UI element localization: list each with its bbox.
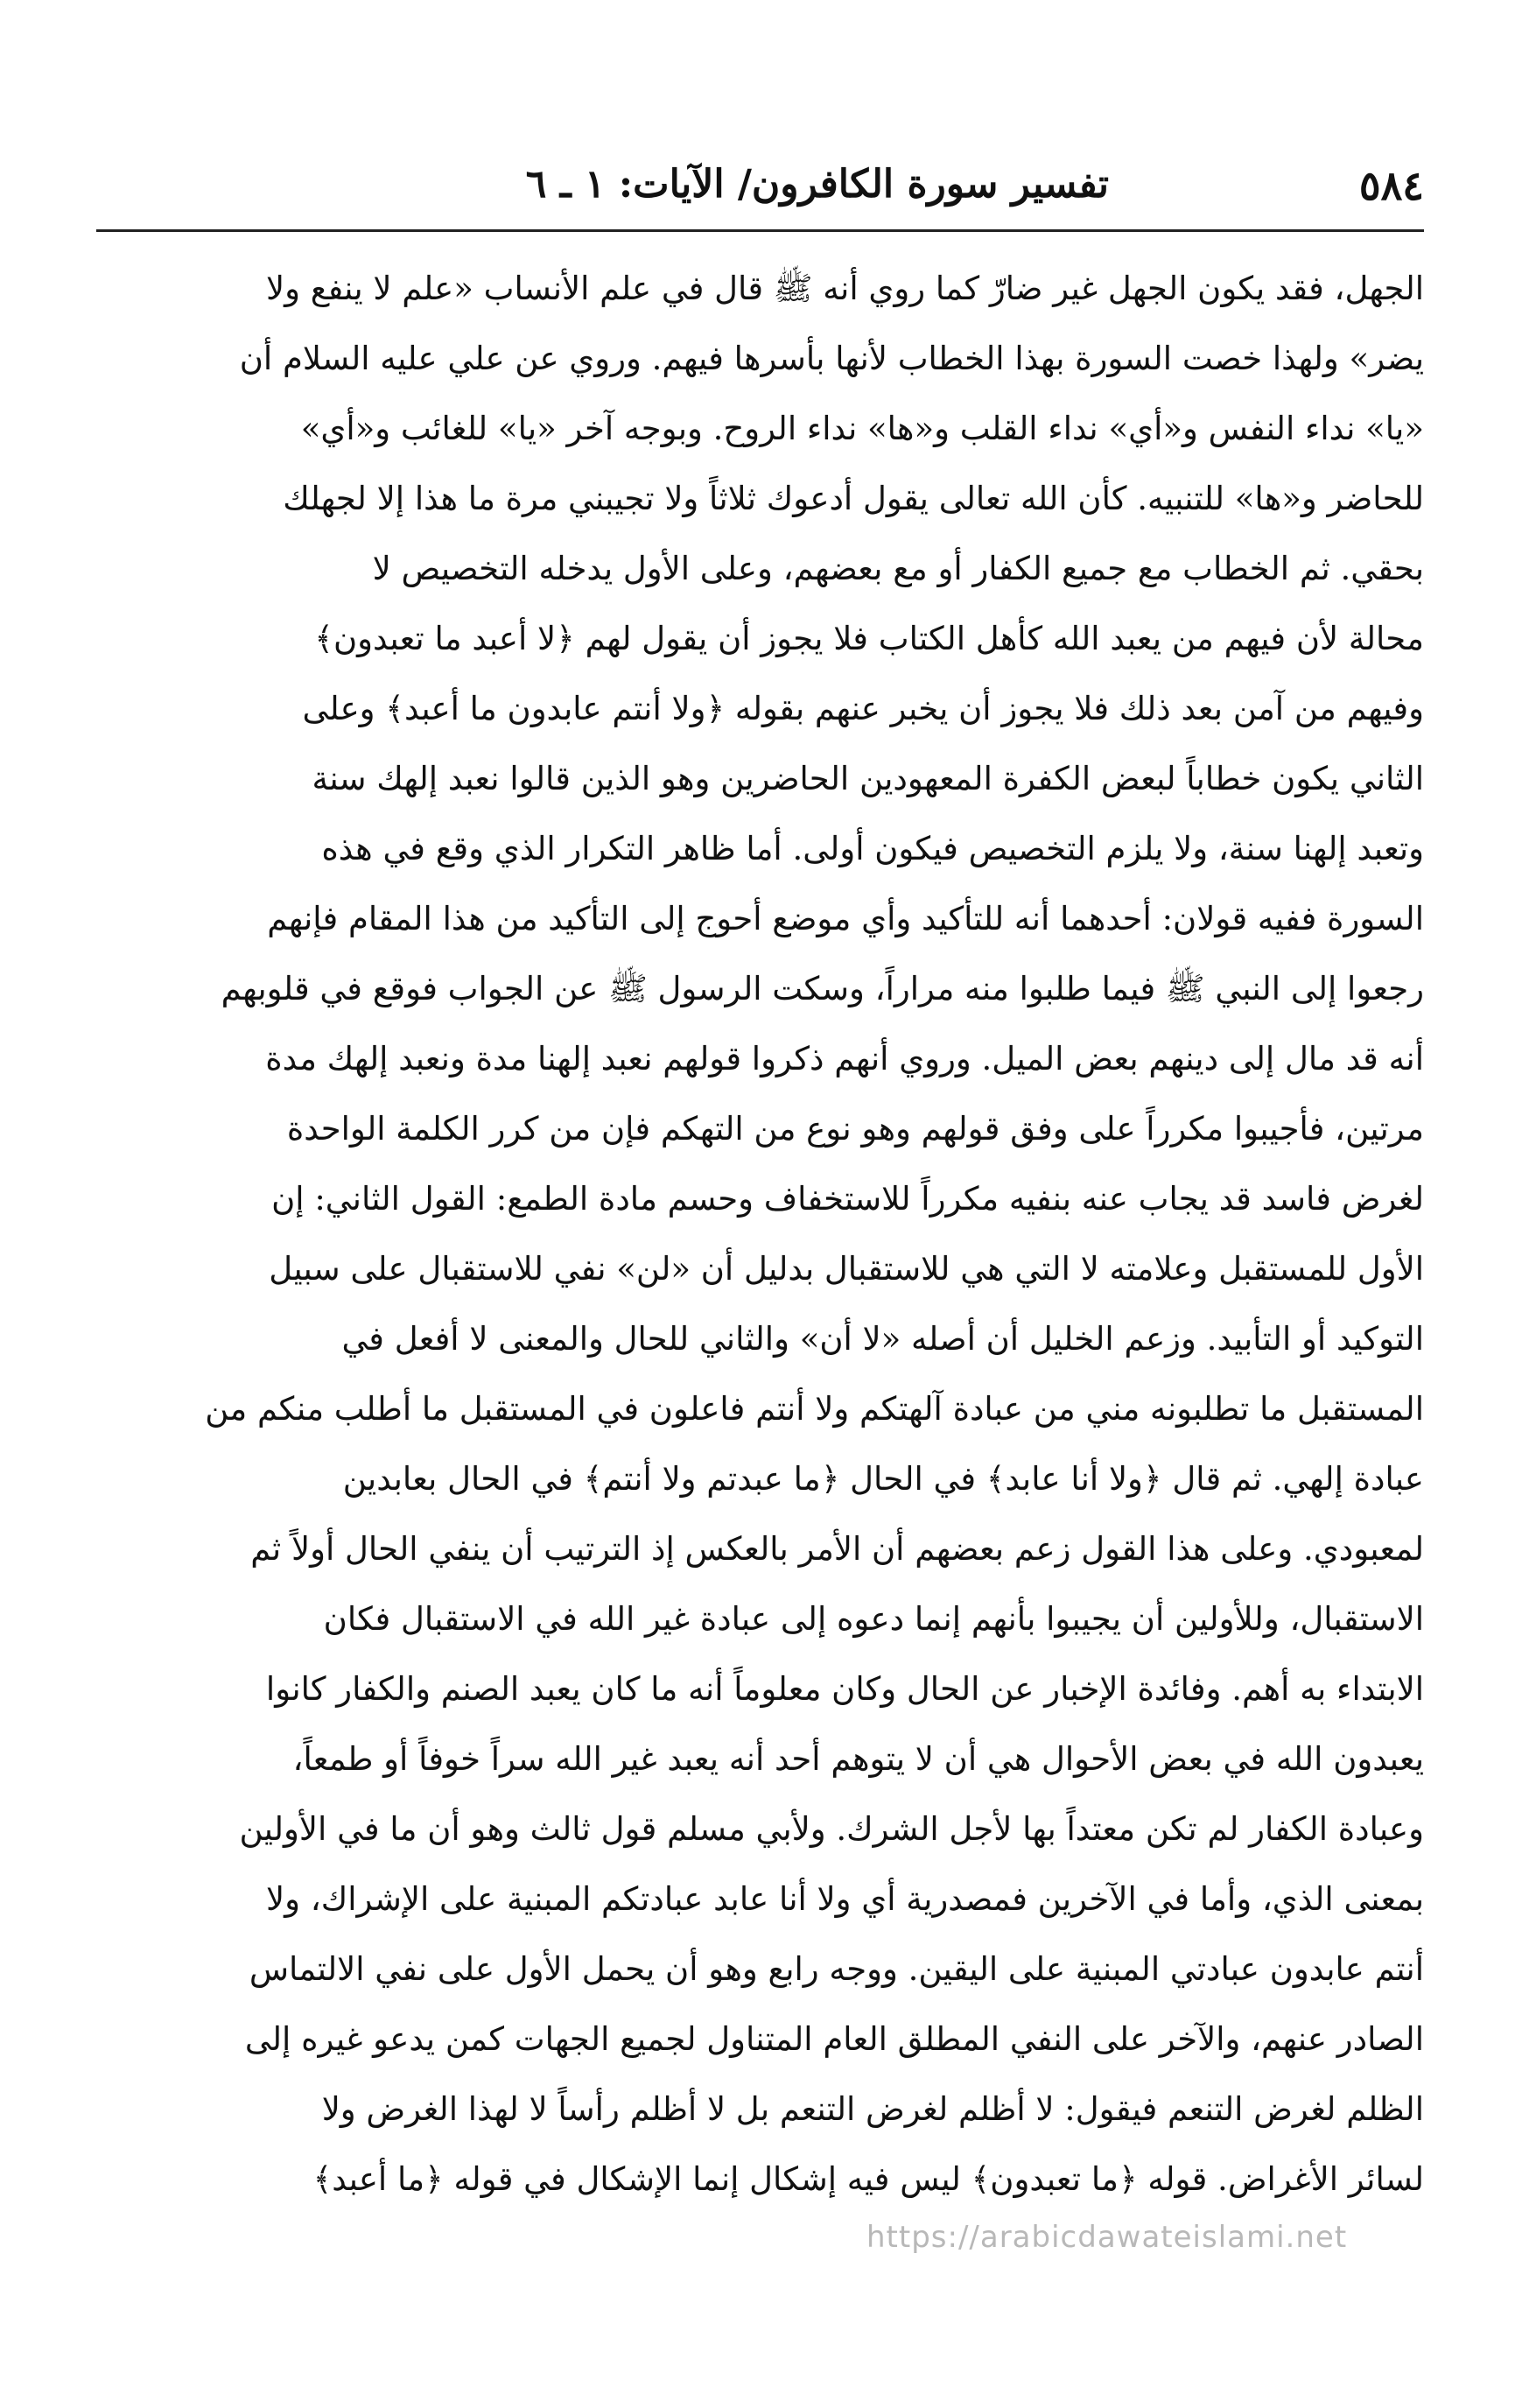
text-line: أنتم عابدون عبادتي المبنية على اليقين. ووجه رابع وهو أن يحمل الأول على نفي الالتماس <box>249 1950 1424 1988</box>
text-line: «يا» نداء النفس و«أي» نداء القلب و«ها» نداء الروح. وبوجه آخر «يا» للغائب و«أي» <box>300 410 1424 447</box>
text-line: الثاني يكون خطاباً لبعض الكفرة المعهودين الحاضرين وهو الذين قالوا نعبد إلهك سنة <box>312 760 1424 797</box>
text-line: بمعنى الذي، وأما في الآخرين فمصدرية أي ولا أنا عابد عبادتكم المبنية على الإشراك، ولا <box>266 1880 1424 1918</box>
body-text <box>96 254 1424 2215</box>
text-line: الظلم لغرض التنعم فيقول: لا أظلم لغرض التنعم بل لا أظلم رأساً لا لهذا الغرض ولا <box>321 2090 1424 2128</box>
header-rule <box>96 229 1424 232</box>
text-line: الصادر عنهم، والآخر على النفي المطلق العام المتناول لجميع الجهات كمن يدعو غيره إلى <box>244 2020 1424 2058</box>
watermark-url: https://arabicdawateislami.net <box>866 2220 1348 2255</box>
text-line: مرتين، فأجيبوا مكرراً على وفق قولهم وهو نوع من التهكم فإن من كرر الكلمة الواحدة <box>286 1110 1424 1148</box>
text-line: يضر» ولهذا خصت السورة بهذا الخطاب لأنها بأسرها فيهم. وروي عن علي عليه السلام أن <box>239 340 1424 377</box>
text-line: أنه قد مال إلى دينهم بعض الميل. وروي أنهم ذكروا قولهم نعبد إلهنا مدة ونعبد إلهك مدة <box>265 1040 1424 1078</box>
text-line: لسائر الأغراض. قوله ﴿ما تعبدون﴾ ليس فيه إشكال إنما الإشكال في قوله ﴿ما أعبد﴾ <box>312 2160 1424 2198</box>
text-line: وفيهم من آمن بعد ذلك فلا يجوز أن يخبر عنهم بقوله ﴿ولا أنتم عابدون ما أعبد﴾ وعلى <box>302 690 1424 727</box>
text-line: لغرض فاسد قد يجاب عنه بنفيه مكرراً للاستخفاف وحسم مادة الطمع: القول الثاني: إن <box>271 1180 1424 1218</box>
running-title: تفسير سورة الكافرون/ الآيات: ١ ـ ٦ <box>525 162 1109 207</box>
text-line: محالة لأن فيهم من يعبد الله كأهل الكتاب فلا يجوز أن يقول لهم ﴿لا أعبد ما تعبدون﴾ <box>314 620 1424 657</box>
text-line: عبادة إلهي. ثم قال ﴿ولا أنا عابد﴾ في الحال ﴿ما عبدتم ولا أنتم﴾ في الحال بعابدين <box>342 1460 1424 1498</box>
text-line: الأول للمستقبل وعلامته لا التي هي للاستقبال بدليل أن «لن» نفي للاستقبال على سبيل <box>269 1250 1424 1288</box>
page-number: ٥٨٤ <box>1358 162 1424 209</box>
text-line: للحاضر و«ها» للتنبيه. كأن الله تعالى يقول أدعوك ثلاثاً ولا تجيبني مرة ما هذا إلا لجهلك <box>283 480 1424 517</box>
text-line: التوكيد أو التأبيد. وزعم الخليل أن أصله «لا أن» والثاني للحال والمعنى لا أفعل في <box>341 1320 1424 1358</box>
text-line: يعبدون الله في بعض الأحوال هي أن لا يتوهم أحد أنه يعبد غير الله سراً خوفاً أو طمعاً، <box>292 1740 1424 1778</box>
text-line: بحقي. ثم الخطاب مع جميع الكفار أو مع بعضهم، وعلى الأول يدخله التخصيص لا <box>372 550 1424 587</box>
running-header <box>96 162 1424 223</box>
text-line: السورة ففيه قولان: أحدهما أنه للتأكيد وأي موضع أحوج إلى التأكيد من هذا المقام فإنهم <box>267 900 1424 937</box>
text-line: الجهل، فقد يكون الجهل غير ضارّ كما روي أنه ﷺ قال في علم الأنساب «علم لا ينفع ولا <box>266 270 1424 307</box>
text-line: الابتداء به أهم. وفائدة الإخبار عن الحال وكان معلوماً أنه ما كان يعبد الصنم والكفار كانوا <box>265 1670 1424 1708</box>
text-line: الاستقبال، وللأولين أن يجيبوا بأنهم إنما دعوه إلى عبادة غير الله في الاستقبال فكان <box>323 1600 1424 1638</box>
text-line: وتعبد إلهنا سنة، ولا يلزم التخصيص فيكون أولى. أما ظاهر التكرار الذي وقع في هذه <box>321 830 1424 867</box>
text-line: المستقبل ما تطلبونه مني من عبادة آلهتكم ولا أنتم فاعلون في المستقبل ما أطلب منكم من <box>205 1390 1424 1428</box>
text-line: رجعوا إلى النبي ﷺ فيما طلبوا منه مراراً، وسكت الرسول ﷺ عن الجواب فوقع في قلوبهم <box>221 970 1424 1007</box>
text-line: وعبادة الكفار لم تكن معتداً بها لأجل الشرك. ولأبي مسلم قول ثالث وهو أن ما في الأولين <box>239 1810 1424 1848</box>
text-line: لمعبودي. وعلى هذا القول زعم بعضهم أن الأمر بالعكس إذ الترتيب أن ينفي الحال أولاً ثم <box>250 1530 1424 1568</box>
